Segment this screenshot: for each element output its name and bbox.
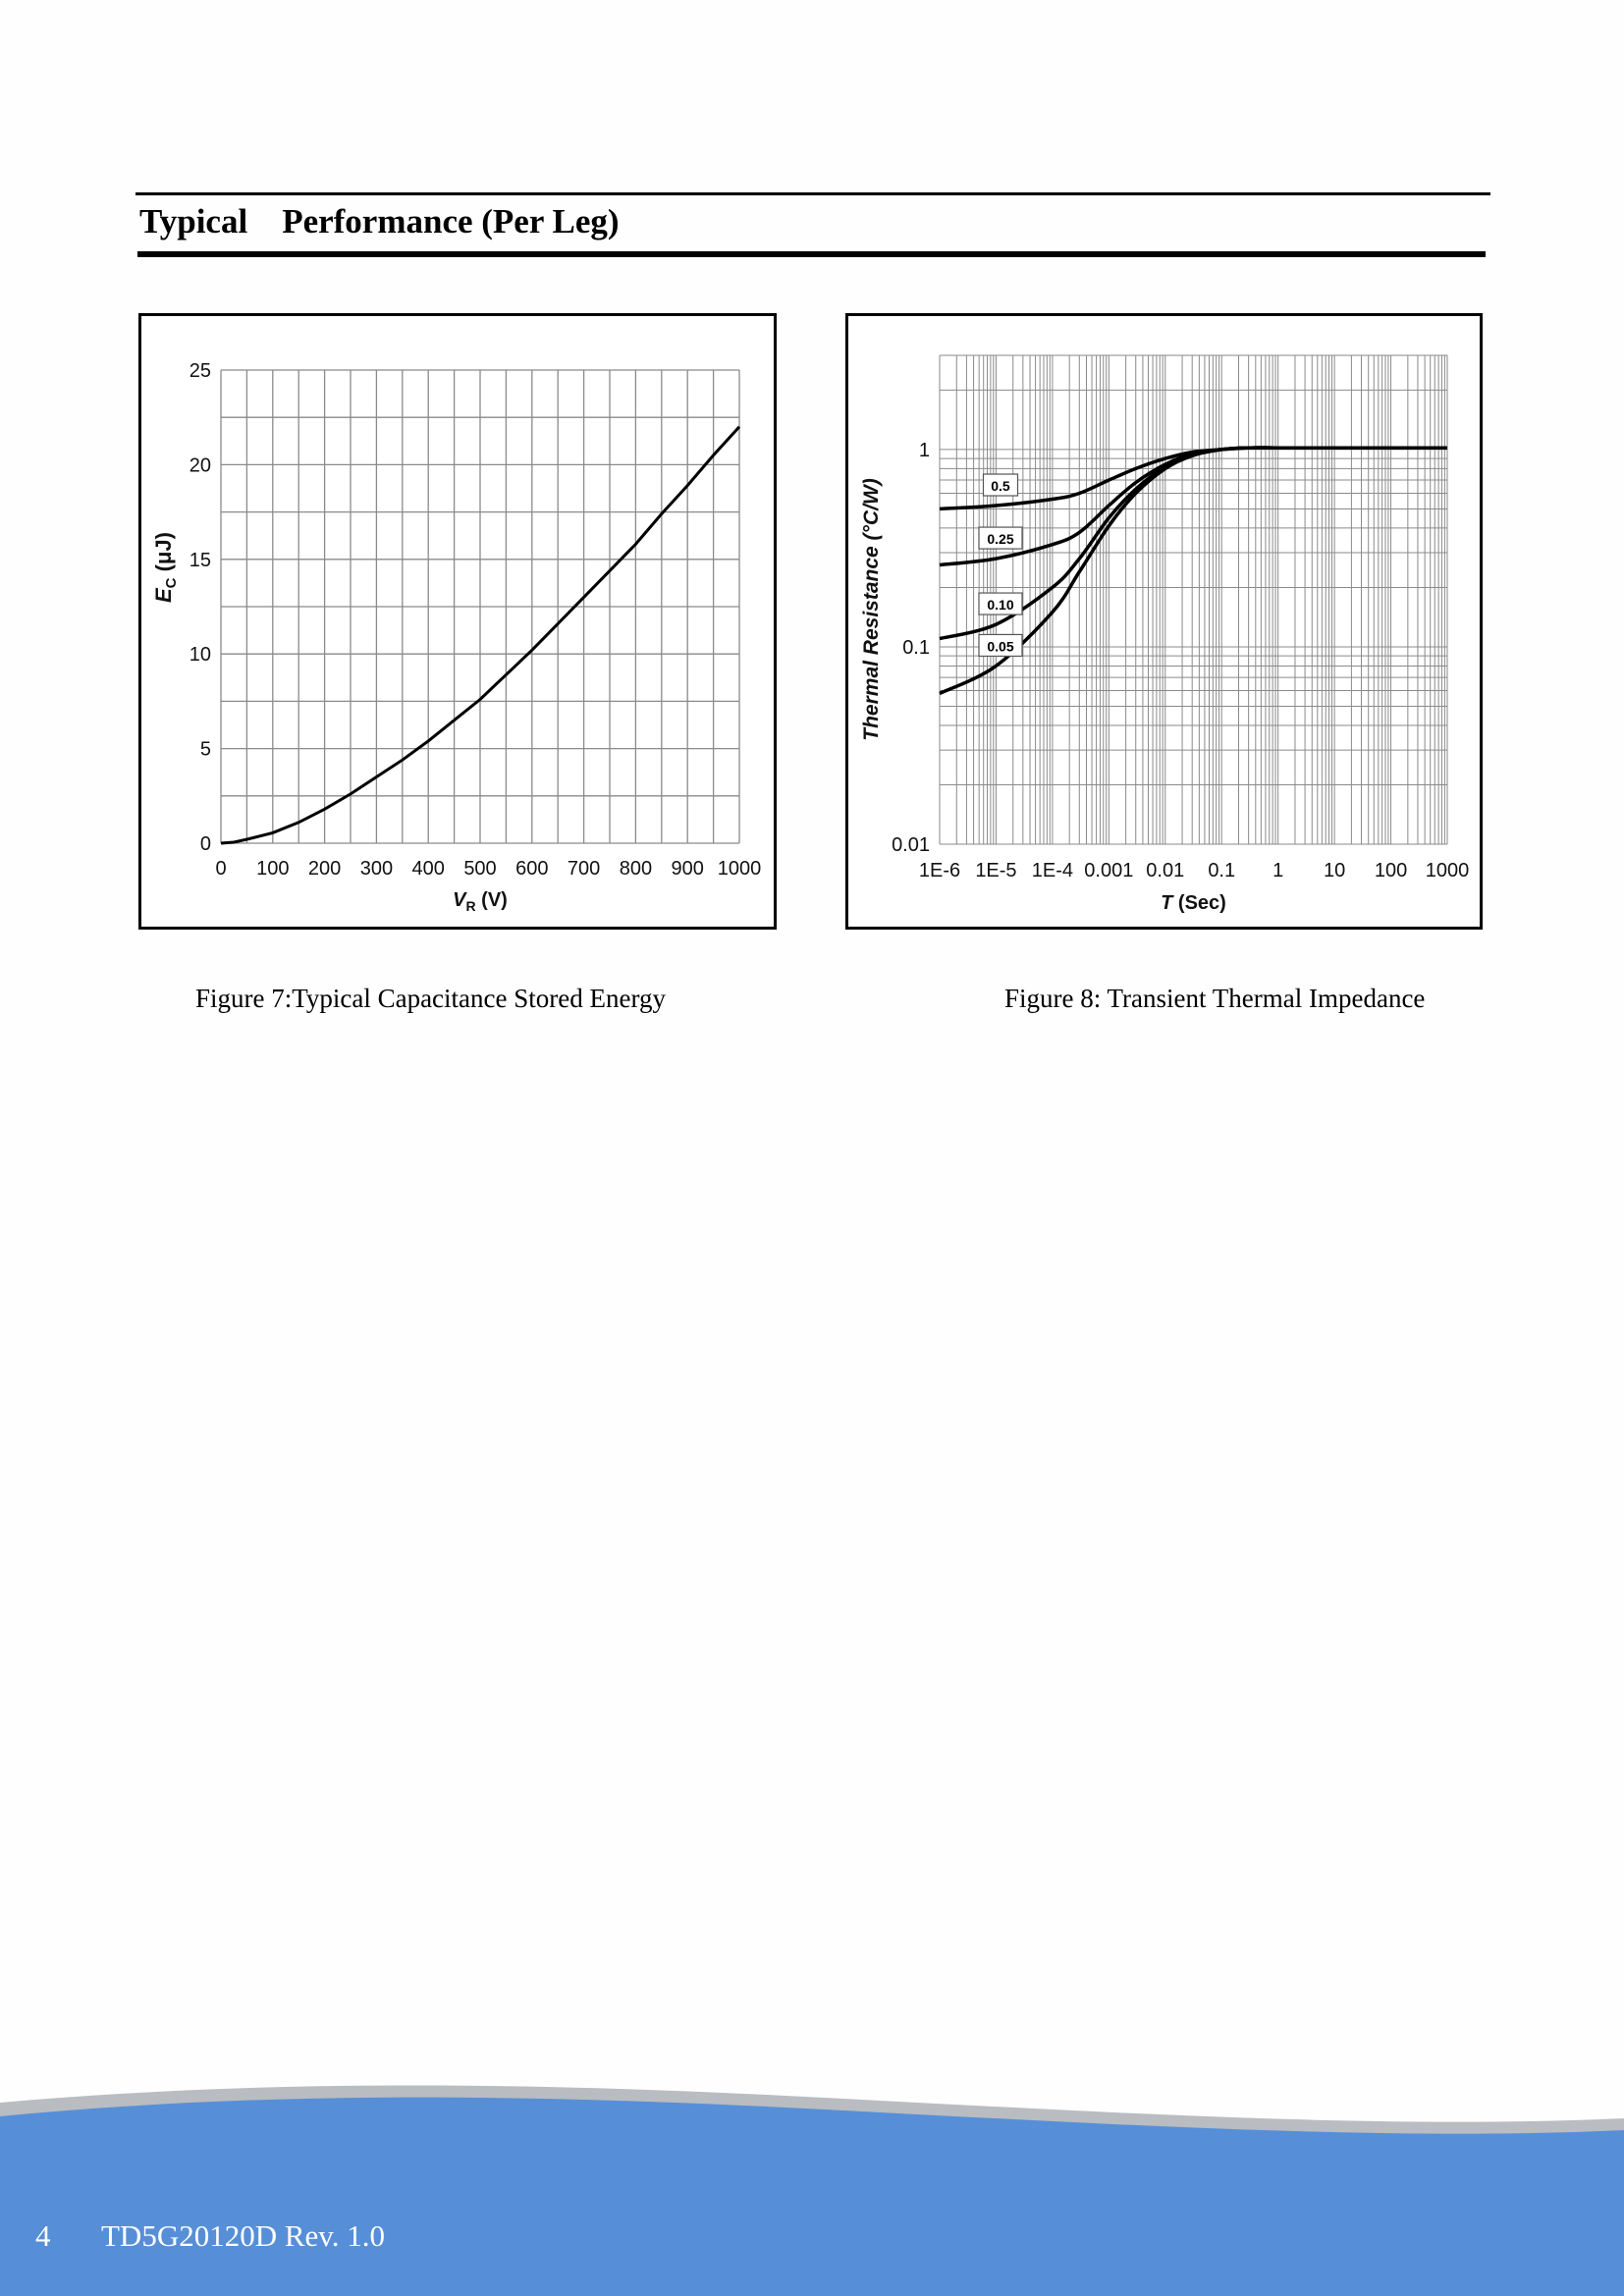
x-tick-label: 0.001 [1084, 860, 1134, 881]
y-tick-label: 15 [189, 549, 211, 571]
x-tick-label: 300 [359, 858, 394, 880]
figure8-chart-frame [845, 313, 1483, 930]
y-tick-label: 10 [189, 644, 211, 667]
x-tick-label: 900 [671, 858, 704, 880]
y-tick-label: 25 [189, 360, 211, 382]
x-tick-label: 1E-4 [1031, 860, 1074, 881]
y-tick-label: 1 [918, 439, 930, 461]
x-tick-label: 600 [515, 858, 549, 880]
x-tick-label: 0.01 [1146, 860, 1185, 881]
y-axis-label: $E_C$ (μJ) [151, 532, 180, 603]
y-tick-label: 20 [189, 454, 211, 477]
x-tick-label: 1 [1272, 860, 1284, 881]
series-label: 0.05 [987, 638, 1014, 655]
figure7-caption: Figure 7:Typical Capacitance Stored Energy [195, 984, 666, 1013]
y-tick-label: 0.01 [892, 834, 930, 856]
x-axis-label: $V_R$ (V) [453, 889, 508, 914]
x-tick-label: 1E-6 [918, 860, 961, 881]
figure8-caption: Figure 8: Transient Thermal Impedance [1004, 984, 1426, 1013]
figure8-chart [848, 316, 1480, 927]
x-tick-label: 1000 [1425, 860, 1470, 881]
series-label: 0.25 [987, 531, 1014, 548]
header-rule-top [135, 192, 1490, 195]
x-tick-label: 1000 [717, 858, 762, 880]
y-tick-label: 5 [199, 738, 211, 761]
document-id: TD5G20120D Rev. 1.0 [101, 2218, 386, 2253]
x-tick-label: 100 [256, 858, 290, 880]
section-title: Typical Performance (Per Leg) [139, 202, 620, 240]
header-rule-bottom [137, 251, 1486, 257]
footer-band [0, 2081, 1624, 2296]
page-number: 4 [35, 2218, 51, 2253]
x-tick-label: 500 [463, 858, 497, 880]
figure7-chart-frame [138, 313, 777, 930]
x-tick-label: 800 [619, 858, 653, 880]
x-tick-label: 200 [307, 858, 342, 880]
x-tick-label: 400 [411, 858, 445, 880]
y-tick-label: 0 [199, 833, 211, 855]
x-tick-label: 10 [1323, 860, 1346, 881]
x-axis-label: T (Sec) [1161, 892, 1226, 914]
figure7-chart [141, 316, 774, 927]
x-tick-label: 0.1 [1208, 860, 1236, 881]
series-label: 0.5 [991, 478, 1010, 495]
series-label: 0.10 [987, 597, 1014, 614]
x-tick-label: 100 [1374, 860, 1408, 881]
x-tick-label: 700 [567, 858, 601, 880]
x-tick-label: 0 [215, 858, 227, 880]
x-tick-label: 1E-5 [975, 860, 1017, 881]
y-axis-label: Thermal Resistance (°C/W) [860, 478, 883, 741]
y-tick-label: 0.1 [902, 636, 930, 659]
